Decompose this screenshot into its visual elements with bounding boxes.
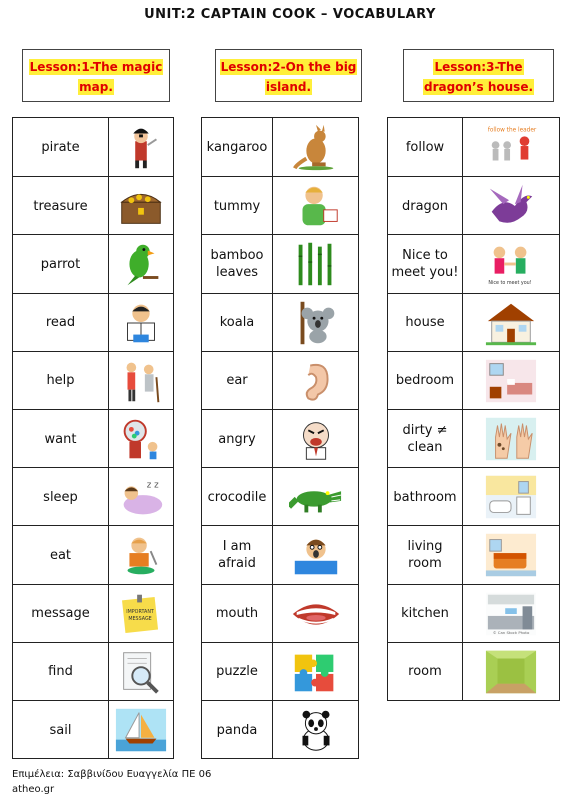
sleeping-child-icon	[109, 468, 173, 526]
vocabulary-row	[202, 409, 358, 468]
vocabulary-word: tummy	[202, 177, 273, 235]
boy-reading-icon	[109, 294, 173, 352]
svg-text:follow the leader: follow the leader	[487, 127, 537, 134]
living-room-icon	[463, 526, 559, 584]
vocabulary-word: angry	[202, 410, 273, 468]
vocabulary-row	[13, 234, 173, 293]
parrot-icon	[109, 235, 173, 293]
vocabulary-row	[13, 700, 173, 759]
vocabulary-word: sleep	[13, 468, 109, 526]
vocabulary-row	[388, 409, 559, 468]
vocabulary-word: follow	[388, 118, 463, 176]
lesson-heading: Lesson:1-The magic map.	[29, 59, 163, 94]
lesson-heading-box	[215, 49, 362, 102]
vocabulary-row	[13, 467, 173, 526]
ear-icon	[273, 352, 358, 410]
lesson-heading: Lesson:3-The dragon’s house.	[423, 59, 534, 94]
afraid-child-icon	[273, 526, 358, 584]
pirate-icon	[109, 118, 173, 176]
vocabulary-word: Nice to meet you!	[388, 235, 463, 293]
vocabulary-row	[202, 118, 358, 176]
vocabulary-row	[388, 293, 559, 352]
lesson-heading-box	[22, 49, 170, 102]
puzzle-icon	[273, 643, 358, 701]
empty-room-icon	[463, 643, 559, 701]
dragon-icon	[463, 177, 559, 235]
vocabulary-row	[388, 176, 559, 235]
svg-text:Nice to meet you!: Nice to meet you!	[488, 281, 532, 287]
vocabulary-table	[12, 117, 174, 759]
vocabulary-word: house	[388, 294, 463, 352]
sticky-note-icon	[109, 585, 173, 643]
svg-text:z z: z z	[146, 480, 159, 491]
vocabulary-word: living room	[388, 526, 463, 584]
page-title: UNIT:2 CAPTAIN COOK – VOCABULARY	[144, 7, 436, 22]
vocabulary-word: room	[388, 643, 463, 701]
boy-tummy-icon	[273, 177, 358, 235]
hands-icon	[463, 410, 559, 468]
vocabulary-word: crocodile	[202, 468, 273, 526]
sailboat-icon	[109, 701, 173, 759]
vocabulary-word: kangaroo	[202, 118, 273, 176]
bedroom-icon	[463, 352, 559, 410]
vocabulary-row	[13, 118, 173, 176]
vocabulary-row	[13, 584, 173, 643]
vocabulary-row	[388, 467, 559, 526]
vocabulary-word: ear	[202, 352, 273, 410]
vocabulary-row	[13, 293, 173, 352]
vocabulary-word: kitchen	[388, 585, 463, 643]
vocabulary-word: dirty ≠ clean	[388, 410, 463, 468]
kangaroo-icon	[273, 118, 358, 176]
vocabulary-row	[202, 293, 358, 352]
svg-text:IMPORTANT: IMPORTANT	[126, 609, 154, 615]
vocabulary-word: treasure	[13, 177, 109, 235]
vocabulary-row	[202, 525, 358, 584]
vocabulary-row	[13, 525, 173, 584]
vocabulary-row	[202, 176, 358, 235]
vocabulary-row	[13, 176, 173, 235]
gumball-machine-icon	[109, 410, 173, 468]
panda-icon	[273, 701, 358, 759]
vocabulary-table	[201, 117, 359, 759]
vocabulary-row	[202, 234, 358, 293]
vocabulary-row	[13, 409, 173, 468]
svg-text:© Can Stock Photo: © Can Stock Photo	[492, 629, 530, 635]
vocabulary-row	[13, 351, 173, 410]
koala-icon	[273, 294, 358, 352]
helping-elder-icon	[109, 352, 173, 410]
vocabulary-word: parrot	[13, 235, 109, 293]
treasure-chest-icon	[109, 177, 173, 235]
vocabulary-row	[202, 642, 358, 701]
vocabulary-row	[388, 642, 559, 701]
vocabulary-word: read	[13, 294, 109, 352]
vocabulary-word: message	[13, 585, 109, 643]
vocabulary-word: dragon	[388, 177, 463, 235]
vocabulary-row	[202, 351, 358, 410]
mouth-icon	[273, 585, 358, 643]
lesson-heading-box	[403, 49, 554, 102]
svg-text:MESSAGE: MESSAGE	[128, 616, 152, 622]
author-credit: Επιμέλεια: Σαββινίδου Ευαγγελία ΠΕ 06	[12, 769, 212, 780]
vocabulary-word: eat	[13, 526, 109, 584]
vocabulary-word: bathroom	[388, 468, 463, 526]
follow-leader-icon	[463, 118, 559, 176]
vocabulary-word: bedroom	[388, 352, 463, 410]
vocabulary-row	[202, 584, 358, 643]
site-name: atheo.gr	[12, 784, 55, 795]
vocabulary-word: mouth	[202, 585, 273, 643]
vocabulary-word: bamboo leaves	[202, 235, 273, 293]
lesson-heading: Lesson:2-On the big island.	[220, 59, 357, 94]
vocabulary-row	[388, 118, 559, 176]
vocabulary-table	[387, 117, 560, 701]
vocabulary-row	[202, 467, 358, 526]
child-eating-icon	[109, 526, 173, 584]
vocabulary-row	[202, 700, 358, 759]
angry-man-icon	[273, 410, 358, 468]
vocabulary-word: koala	[202, 294, 273, 352]
bamboo-icon	[273, 235, 358, 293]
kids-greeting-icon	[463, 235, 559, 293]
vocabulary-word: want	[13, 410, 109, 468]
vocabulary-word: find	[13, 643, 109, 701]
vocabulary-row	[388, 234, 559, 293]
vocabulary-row	[13, 642, 173, 701]
magnifier-document-icon	[109, 643, 173, 701]
vocabulary-word: puzzle	[202, 643, 273, 701]
vocabulary-word: panda	[202, 701, 273, 759]
vocabulary-word: sail	[13, 701, 109, 759]
house-icon	[463, 294, 559, 352]
crocodile-icon	[273, 468, 358, 526]
vocabulary-word: help	[13, 352, 109, 410]
vocabulary-row	[388, 525, 559, 584]
vocabulary-row	[388, 584, 559, 643]
vocabulary-row	[388, 351, 559, 410]
bathroom-icon	[463, 468, 559, 526]
kitchen-icon	[463, 585, 559, 643]
vocabulary-word: I am afraid	[202, 526, 273, 584]
vocabulary-word: pirate	[13, 118, 109, 176]
